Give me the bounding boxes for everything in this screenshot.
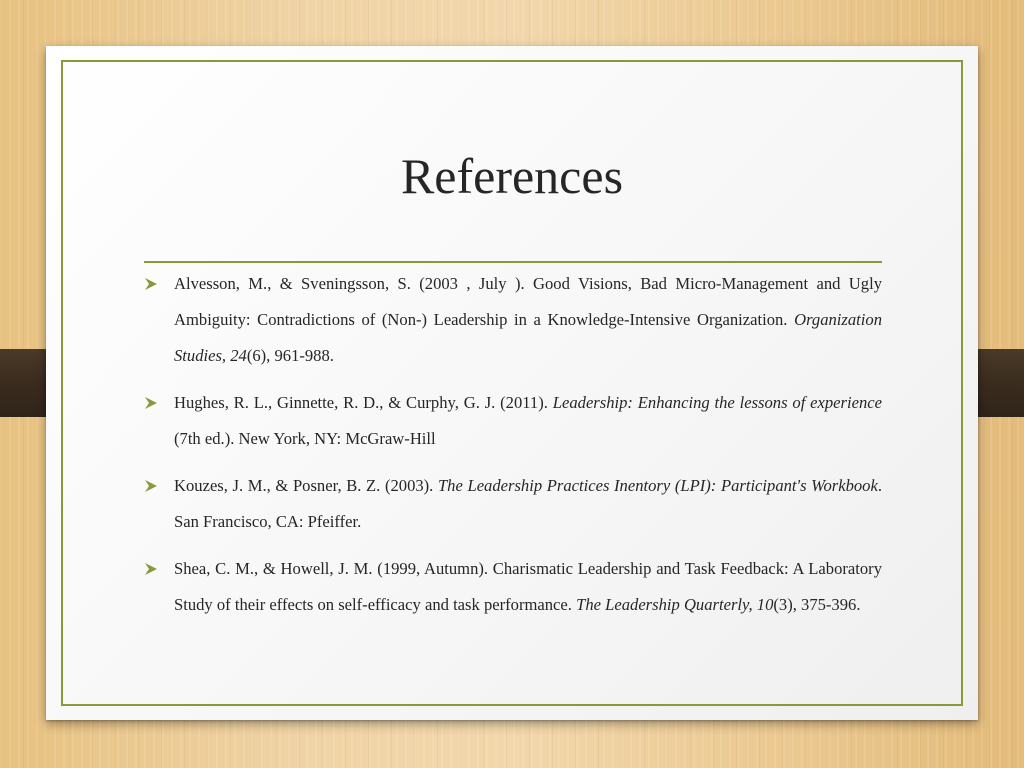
reference-item xyxy=(144,551,882,623)
reference-text: Shea, C. M., & Howell, J. M. (1999, Autumn). Charismatic Leadership and Task Feedback: A Laboratory Study of their effects on self-efficacy and task performance. xyxy=(174,559,882,614)
arrowhead-bullet-icon xyxy=(144,468,162,504)
title-divider xyxy=(144,261,882,263)
reference-italic: The Leadership Quarterly, 10 xyxy=(576,595,774,614)
reference-text: Kouzes, J. M., & Posner, B. Z. (2003). xyxy=(174,476,438,495)
reference-italic: The Leadership Practices Inentory (LPI): Participant's Workbook xyxy=(437,476,878,495)
reference-text: (3), 375-396. xyxy=(773,595,861,614)
reference-italic: Leadership: Enhancing the lessons of experience xyxy=(552,393,882,412)
arrowhead-bullet-icon xyxy=(144,385,162,421)
reference-item xyxy=(144,468,882,540)
reference-italic: Organization Studies, 24 xyxy=(174,310,882,365)
reference-text: . San Francisco, CA: Pfeiffer. xyxy=(174,476,882,531)
slide-card xyxy=(46,46,978,720)
reference-item xyxy=(144,266,882,374)
reference-text: (7th ed.). New York, NY: McGraw-Hill xyxy=(174,429,436,448)
reference-text: Alvesson, M., & Sveningsson, S. (2003 , July ). Good Visions, Bad Micro-Management and Ugly Ambiguity: Contradictions of (Non-) Leadership in a Knowledge-Intensive Organization. xyxy=(174,274,882,329)
reference-list xyxy=(144,266,882,634)
reference-item xyxy=(144,385,882,457)
arrowhead-bullet-icon xyxy=(144,266,162,302)
slide-title: References xyxy=(400,148,624,204)
reference-text: (6), 961-988. xyxy=(246,346,334,365)
reference-text: Hughes, R. L., Ginnette, R. D., & Curphy, G. J. (2011). xyxy=(174,393,553,412)
arrowhead-bullet-icon xyxy=(144,551,162,587)
